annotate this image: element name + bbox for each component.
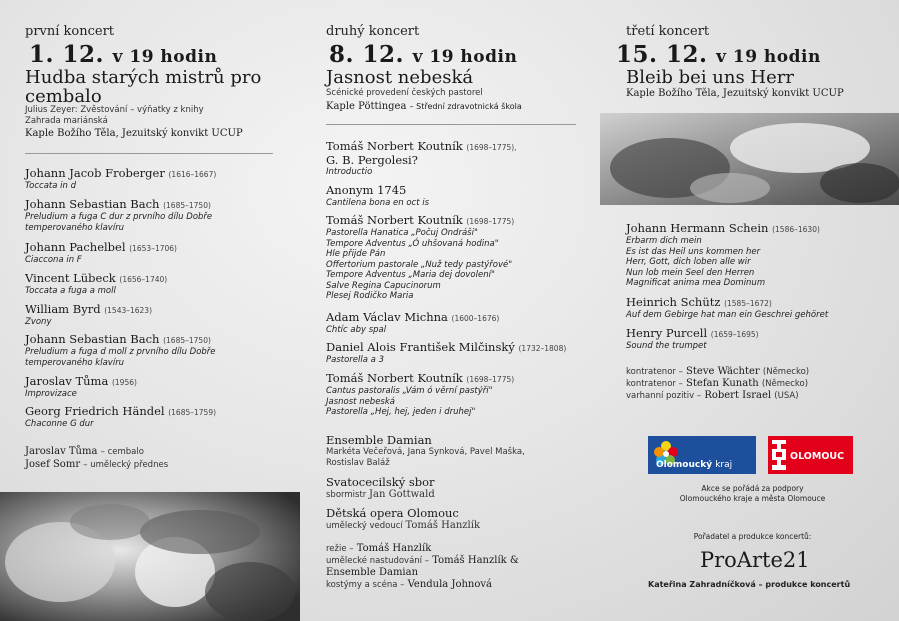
credit-role: kostýmy a scéna – [326, 580, 405, 590]
concert-1-venue: Kaple Božího Těla, Jezuitský konvikt UCUP [25, 128, 243, 139]
venue-name: Kaple Pöttingea [326, 101, 407, 112]
program-item [326, 311, 499, 336]
logo-text-bold: Olomoucký [656, 460, 713, 470]
performer-name: Robert Israel [704, 390, 772, 401]
credit-name: Vendula Johnová [407, 579, 492, 590]
concert-3-time: v 19 hodin [716, 47, 821, 67]
program-item [25, 333, 255, 368]
olomoucky-kraj-logo [648, 436, 756, 474]
ensemble-leader: Tomáš Hanzlík [405, 520, 481, 531]
program-item [25, 241, 177, 266]
performer-country: (USA) [774, 391, 799, 401]
composer-years: (1698–1775) [466, 217, 515, 226]
program-item [25, 198, 255, 233]
program-item [25, 272, 167, 297]
composer-years: (1956) [111, 378, 137, 387]
composer-name: William Byrd [25, 302, 101, 316]
performer-country: (Německo) [762, 367, 810, 377]
composer-name: Johann Jacob Froberger [25, 166, 165, 180]
concert-1-title: Hudba starých mistrů pro cembalo [25, 67, 262, 107]
work-title: Cantilena bona en oct is [326, 198, 430, 208]
composer-name: Johann Pachelbel [25, 240, 126, 254]
venue-detail: – Střední zdravotnická škola [409, 102, 522, 111]
program-item [626, 222, 886, 289]
composer-name-2: G. B. Pergolesi? [326, 153, 418, 167]
composer-years: (1685–1750) [163, 336, 211, 345]
concert-3-venue: Kaple Božího Těla, Jezuitský konvikt UCUP [626, 88, 844, 99]
performer-role: – umělecký přednes [83, 460, 169, 470]
logo-text: OLOMOUC [790, 451, 845, 462]
composer-name: Adam Václav Michna [326, 310, 448, 324]
concert-1-date-value: 1. 12. [29, 41, 105, 68]
ensemble [326, 476, 435, 501]
work-title: Erbarm dich mein Es ist das Heil uns kommen her Herr, Gott, dich loben alle wir Nun lob mein Seel den Herren Magnificat anima mea Dominum [626, 236, 766, 288]
composer-name: Heinrich Schütz [626, 295, 721, 309]
program-item [626, 327, 759, 352]
credit-name: Tomáš Hanzlík & Ensemble Damian [326, 555, 519, 578]
credit-name: Tomáš Hanzlík [356, 543, 432, 554]
performer-name: Steve Wächter [686, 366, 760, 377]
performer-role: varhanní pozitiv – [626, 391, 702, 401]
composer-years: (1656–1740) [119, 275, 168, 284]
composer-name: Johann Sebastian Bach [25, 332, 160, 346]
work-title: Ciaccona in F [25, 255, 82, 265]
program-item [326, 214, 576, 302]
ensemble [326, 434, 536, 469]
program-item [326, 341, 586, 366]
composer-name: Tomáš Norbert Koutník [326, 139, 463, 153]
work-title: Chtíc aby spal [326, 325, 387, 335]
concert-3-title: Bleib bei uns Herr [626, 67, 794, 88]
ensemble-role: umělecký vedoucí [326, 521, 403, 531]
program-item [626, 296, 886, 321]
composer-years: (1543–1623) [104, 306, 152, 315]
concert-3-kind: třetí koncert [626, 24, 710, 39]
composer-name: Johann Sebastian Bach [25, 197, 160, 211]
logo-text [656, 460, 732, 470]
ensemble-members: Markéta Večeřová, Jana Synková, Pavel Maška, Rostislav Baláž [326, 447, 525, 468]
program-item [25, 375, 137, 400]
program-item [326, 184, 429, 209]
performer-name: Jaroslav Tůma [25, 446, 98, 457]
work-title: Pastorella Hanatica „Počuj Ondráši" Tempore Adventus „Ó uhšovaná hodina" Hle přijde Pán Offertorium pastorale „Nuž tedy pastýřové" Tempore Adventus „Maria dej dovolení" Salve Regina Capucinorum Plesej Rodičko Maria [326, 228, 513, 301]
performers [626, 366, 886, 402]
work-title: Cantus pastoralis „Vám ó věrní pastýři" Jasnost nebeská Pastorella „Hej, hej, jeden i druhej" [326, 386, 493, 417]
work-title: Auf dem Gebirge hat man ein Geschrei gehöret [626, 310, 829, 320]
angel-sculpture-photo [0, 492, 300, 621]
work-title: Introductio [326, 167, 373, 177]
ensemble-role: sbormistr [326, 490, 367, 500]
program-item [25, 303, 152, 328]
composer-years: (1698–1775), [466, 143, 517, 152]
concert-2-date-value: 8. 12. [329, 41, 405, 68]
performer-role: kontratenor – [626, 379, 683, 389]
ensemble-name: Ensemble Damian [326, 433, 432, 447]
checker-icon [772, 440, 786, 470]
performer-country: (Německo) [761, 379, 809, 389]
composer-years: (1616–1667) [168, 170, 217, 179]
composer-years: (1600–1676) [451, 314, 500, 323]
composer-name: Johann Hermann Schein [626, 221, 769, 235]
composer-years: (1659–1695) [710, 330, 759, 339]
organizer-label: Pořadatel a produkce koncertů: [693, 532, 812, 541]
concert-3-date [616, 41, 821, 68]
work-title: Zvony [25, 317, 52, 327]
concert-2-subtitle: Scénické provedení českých pastorel [326, 88, 483, 98]
performer [25, 459, 168, 471]
work-title: Chaconne G dur [25, 419, 94, 429]
ensemble-name: Dětská opera Olomouc [326, 506, 459, 520]
concert-3-date-value: 15. 12. [616, 41, 708, 68]
olomouc-city-logo [768, 436, 853, 474]
concert-1-date [29, 41, 217, 68]
angel-wings-photo [600, 113, 899, 205]
composer-name: Jaroslav Tůma [25, 374, 109, 388]
performer-role: – cembalo [100, 447, 144, 457]
ensemble-leader: Jan Gottwald [368, 489, 435, 500]
composer-years: (1685–1750) [163, 201, 211, 210]
composer-years: (1585–1672) [724, 299, 772, 308]
program-item [25, 167, 216, 192]
program-item [326, 372, 576, 418]
composer-name: Anonym 1745 [326, 183, 407, 197]
work-title: Toccata a fuga a moll [25, 286, 116, 296]
proarte-logo: ProArte21 [700, 548, 810, 572]
concert-2-time: v 19 hodin [412, 47, 518, 67]
composer-name: Tomáš Norbert Koutník [326, 213, 463, 227]
work-title: Improvizace [25, 389, 77, 399]
divider [25, 153, 273, 154]
performer [25, 446, 144, 458]
performer-name: Stefan Kunath [686, 378, 759, 389]
composer-years: (1732–1808) [518, 344, 567, 353]
composer-name: Henry Purcell [626, 326, 708, 340]
logo-text-light: kraj [715, 460, 733, 470]
credits [326, 543, 566, 591]
program-item [326, 140, 576, 178]
program-item [25, 405, 216, 430]
composer-name: Georg Friedrich Händel [25, 404, 165, 418]
work-title: Sound the trumpet [626, 341, 707, 351]
composer-name: Daniel Alois František Milčinský [326, 340, 515, 354]
performer-name: Josef Somr [25, 459, 81, 470]
credit-role: režie – [326, 544, 354, 554]
concert-2-date [329, 41, 517, 68]
concert-1-note: Julius Zeyer: Zvěstování – výňatky z knihy Zahrada mariánská [25, 105, 204, 126]
concert-2-kind: druhý koncert [326, 24, 420, 39]
concert-2-venue [326, 101, 522, 113]
composer-years: (1586–1630) [772, 225, 820, 234]
work-title: Preludium a fuga d moll z prvního dílu Dobře temperovaného klavíru [25, 347, 216, 368]
divider [326, 124, 576, 125]
composer-name: Vincent Lübeck [25, 271, 116, 285]
composer-years: (1698–1775) [466, 375, 515, 384]
composer-name: Tomáš Norbert Koutník [326, 371, 463, 385]
work-title: Preludium a fuga C dur z prvního dílu Dobře temperovaného klavíru [25, 212, 213, 233]
composer-years: (1685–1759) [168, 408, 217, 417]
performer-role: kontratenor – [626, 367, 683, 377]
ensemble-name: Svatocecilský sbor [326, 475, 435, 489]
work-title: Pastorella a 3 [326, 355, 384, 365]
concert-2-title: Jasnost nebeská [326, 67, 474, 88]
ensemble [326, 507, 480, 532]
support-note: Akce se pořádá za podpory Olomouckého kraje a města Olomouce [679, 484, 826, 503]
concert-1-kind: první koncert [25, 24, 115, 39]
composer-years: (1653–1706) [129, 244, 177, 253]
credit-role: umělecké nastudování – [326, 556, 429, 566]
concert-1-time: v 19 hodin [112, 47, 218, 67]
work-title: Toccata in d [25, 181, 76, 191]
producer-credit: Kateřina Zahradníčková – produkce koncertů [648, 580, 851, 589]
